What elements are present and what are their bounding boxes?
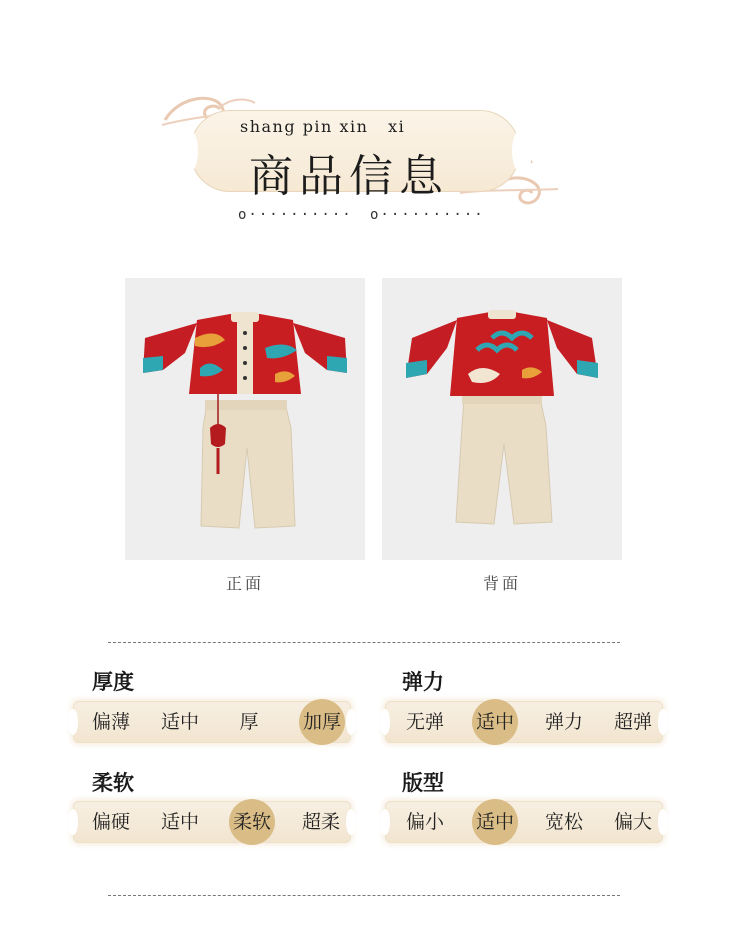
spec-title-fit: 版型 [402,770,444,795]
section-divider-top [108,642,620,643]
product-photo-front [125,278,365,560]
spec-scale-fit [385,801,663,843]
spec-option: 超弹 [613,711,652,733]
title-pinyin: shang pin xin xi [240,117,406,136]
spec-scale-softness [73,801,351,843]
photo-caption-front: 正面 [226,574,265,593]
page-title: 商品信息 [249,151,449,202]
section-divider-bottom [108,895,620,896]
spec-option: 偏硬 [91,811,130,833]
spec-scale-thickness [73,701,351,743]
dot-divider-right: o·········· [370,207,485,223]
spec-option: 无弹 [405,711,444,733]
spec-option-selected: 柔软 [232,811,271,833]
spec-option-selected: 加厚 [302,711,341,733]
spec-option-selected: 适中 [475,811,514,833]
spec-option: 超柔 [301,811,340,833]
product-photo-back [382,278,622,560]
outfit-front-illustration [125,278,365,560]
spec-title-thickness: 厚度 [92,669,134,694]
spec-option: 适中 [160,811,199,833]
photo-caption-back: 背面 [483,574,522,593]
spec-title-softness: 柔软 [92,770,134,795]
spec-option-selected: 适中 [475,711,514,733]
spec-option: 偏大 [613,811,652,833]
spec-option: 适中 [160,711,199,733]
spec-option: 偏薄 [91,711,130,733]
dot-divider-left: o·········· [238,207,353,223]
outfit-back-illustration [382,278,622,560]
spec-option: 宽松 [544,811,583,833]
spec-title-elasticity: 弹力 [402,669,444,694]
spec-option: 偏小 [405,811,444,833]
spec-scale-elasticity [385,701,663,743]
spec-option: 弹力 [544,711,583,733]
spec-option: 厚 [239,711,259,733]
